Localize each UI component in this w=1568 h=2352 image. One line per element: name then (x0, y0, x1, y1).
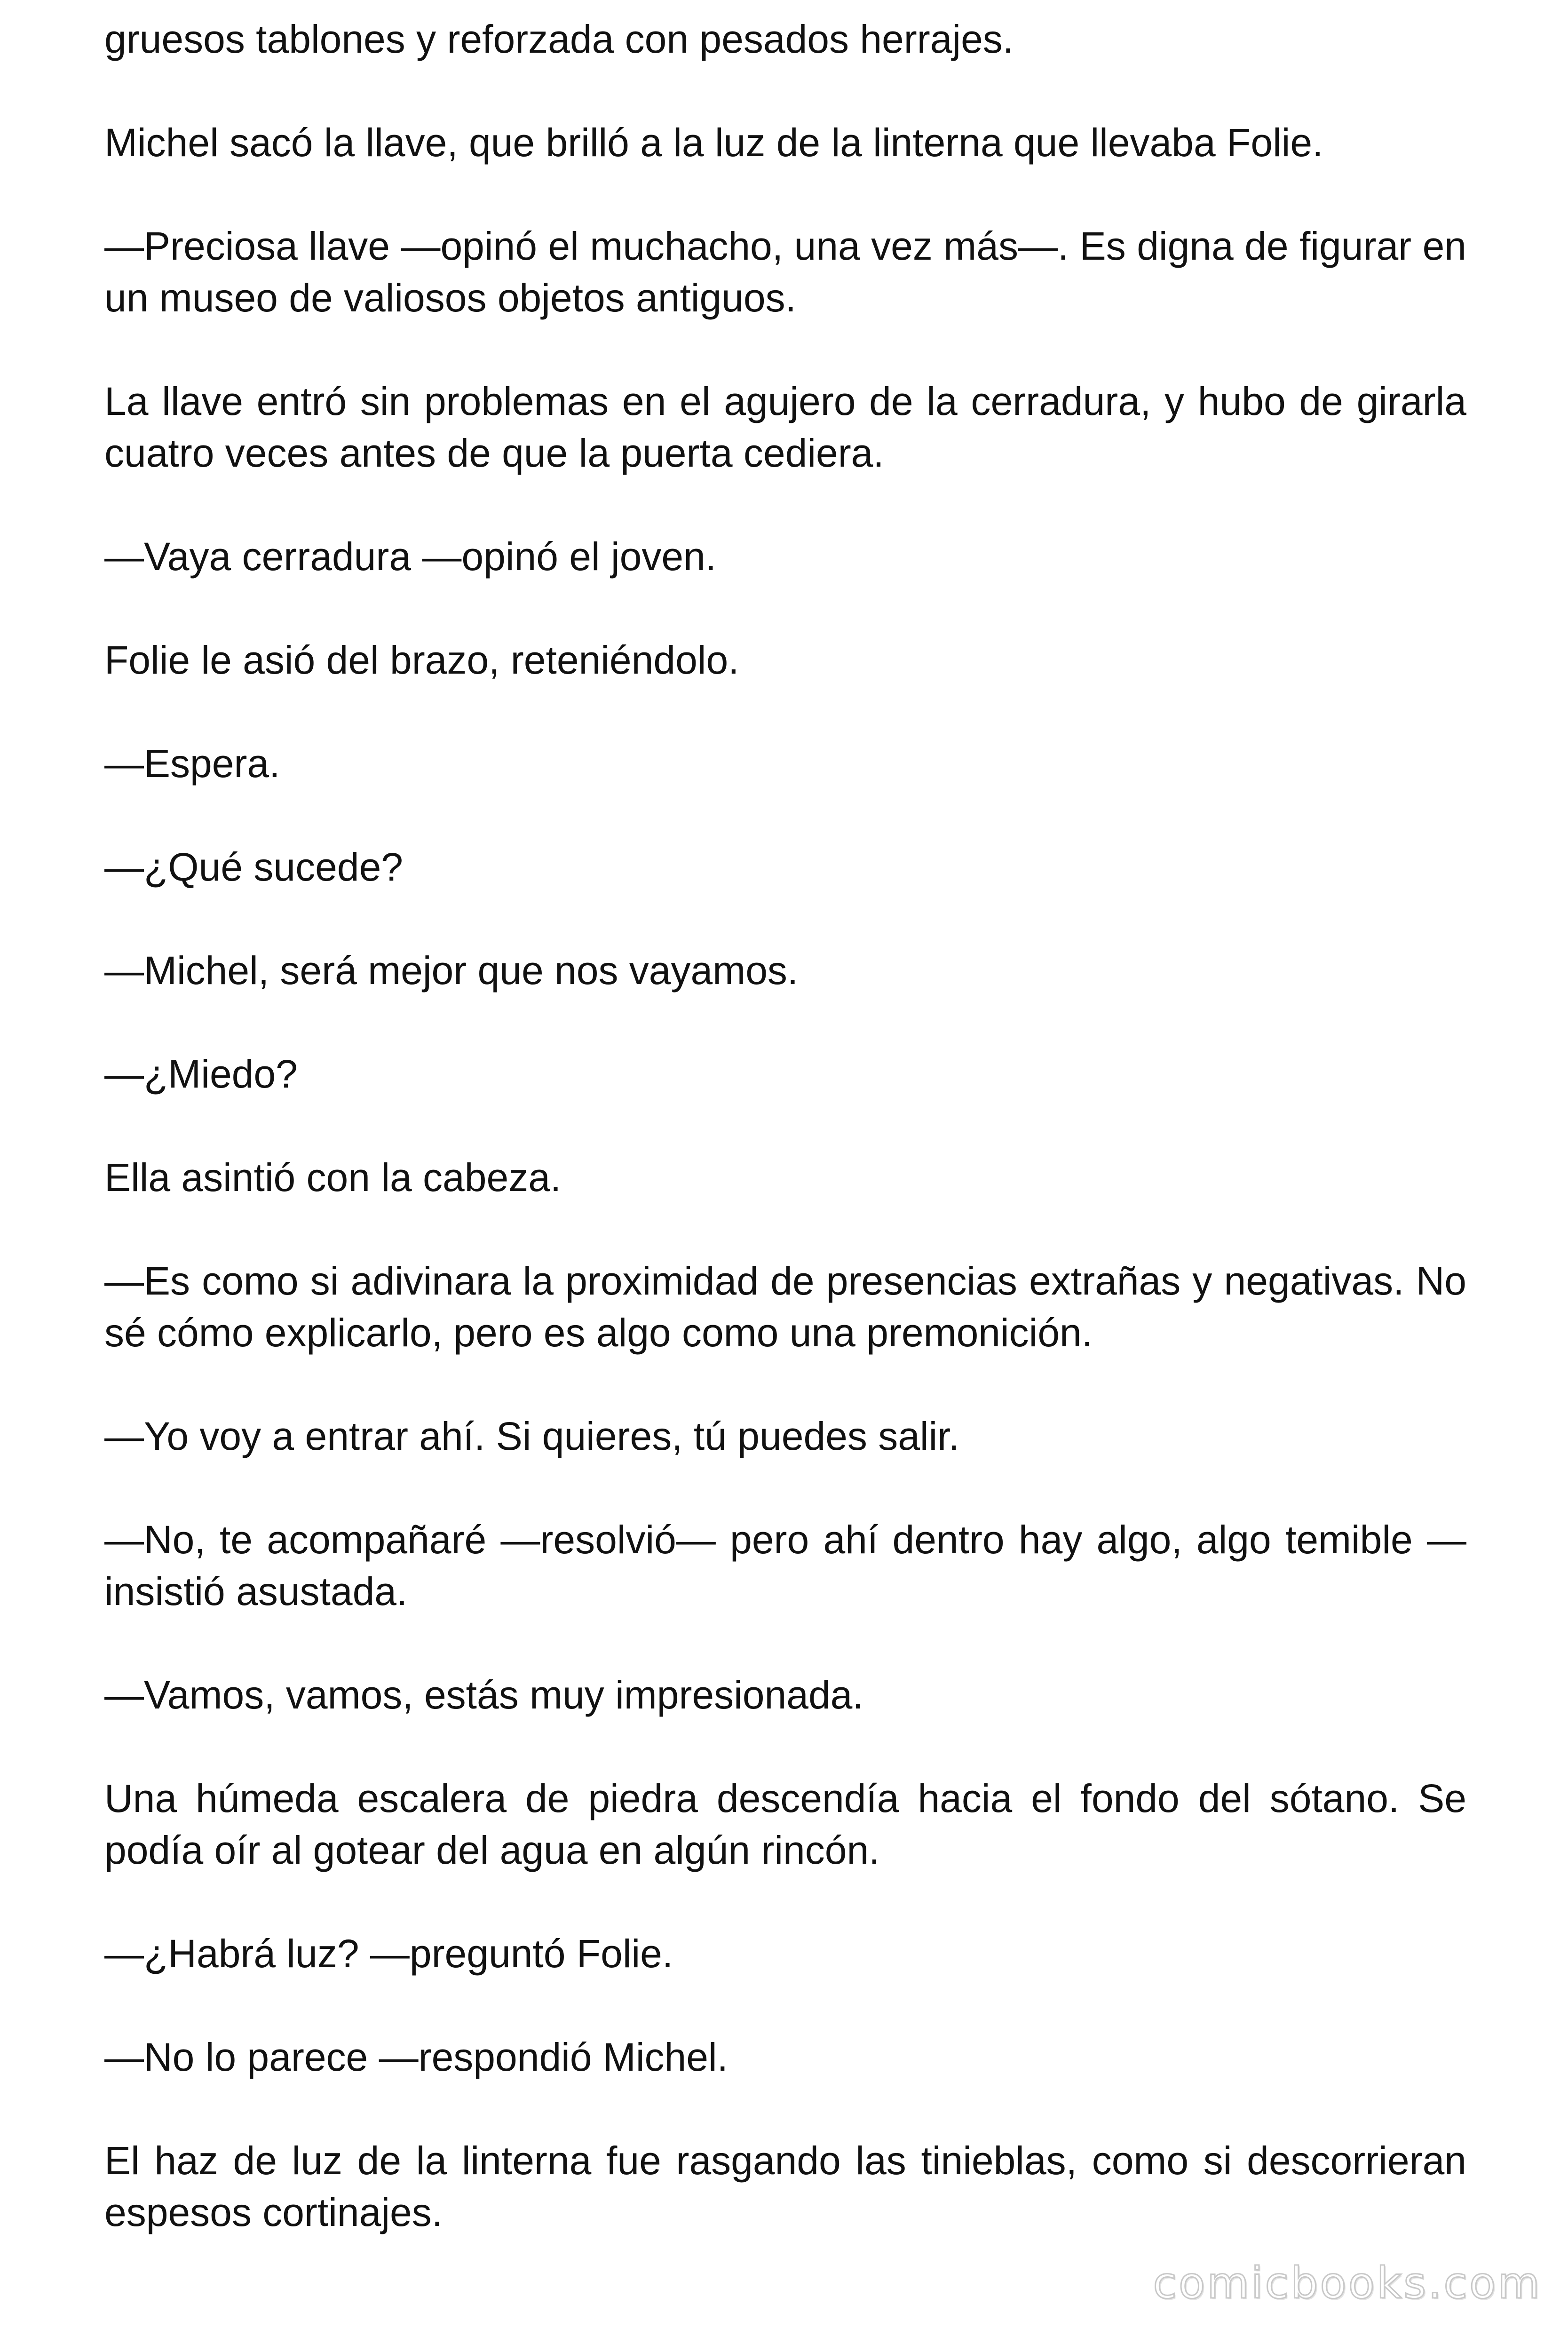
paragraph: El haz de luz de la linterna fue rasgando las tinieblas, como si descorrieran espesos cortinajes. (104, 2138, 1466, 2234)
paragraph: —Yo voy a entrar ahí. Si quieres, tú puedes salir. (104, 1414, 959, 1458)
paragraph: —Michel, será mejor que nos vayamos. (104, 948, 799, 993)
paragraph: —Vamos, vamos, estás muy impresionada. (104, 1673, 863, 1717)
paragraph: —Vaya cerradura —opinó el joven. (104, 534, 717, 579)
paragraph: Ella asintió con la cabeza. (104, 1155, 562, 1200)
paragraph: —Espera. (104, 741, 280, 786)
paragraph: —No, te acompañaré —resolvió— pero ahí dentro hay algo, algo temible —insistió asustada. (104, 1518, 1466, 1613)
watermark: comicbooks.com (1153, 2258, 1542, 2308)
paragraph: Michel sacó la llave, que brilló a la luz de la linterna que llevaba Folie. (104, 120, 1323, 165)
paragraph: —¿Qué sucede? (104, 845, 404, 889)
paragraph: gruesos tablones y reforzada con pesados herrajes. (104, 17, 1014, 61)
paragraph: —Es como si adivinara la proximidad de presencias extrañas y negativas. No sé cómo explicarlo, pero es algo como una premonición. (104, 1259, 1466, 1355)
document-body (104, 13, 1466, 2290)
paragraph: —Preciosa llave —opinó el muchacho, una vez más—. Es digna de figurar en un museo de valiosos objetos antiguos. (104, 224, 1466, 320)
paragraph: —¿Miedo? (104, 1052, 298, 1096)
paragraph: La llave entró sin problemas en el agujero de la cerradura, y hubo de girarla cuatro veces antes de que la puerta cediera. (104, 379, 1466, 475)
paragraph: —¿Habrá luz? —preguntó Folie. (104, 1931, 673, 1976)
paragraph: Folie le asió del brazo, reteniéndolo. (104, 638, 739, 682)
paragraph: —No lo parece —respondió Michel. (104, 2035, 728, 2079)
paragraph: Una húmeda escalera de piedra descendía hacia el fondo del sótano. Se podía oír al gotear del agua en algún rincón. (104, 1776, 1466, 1872)
